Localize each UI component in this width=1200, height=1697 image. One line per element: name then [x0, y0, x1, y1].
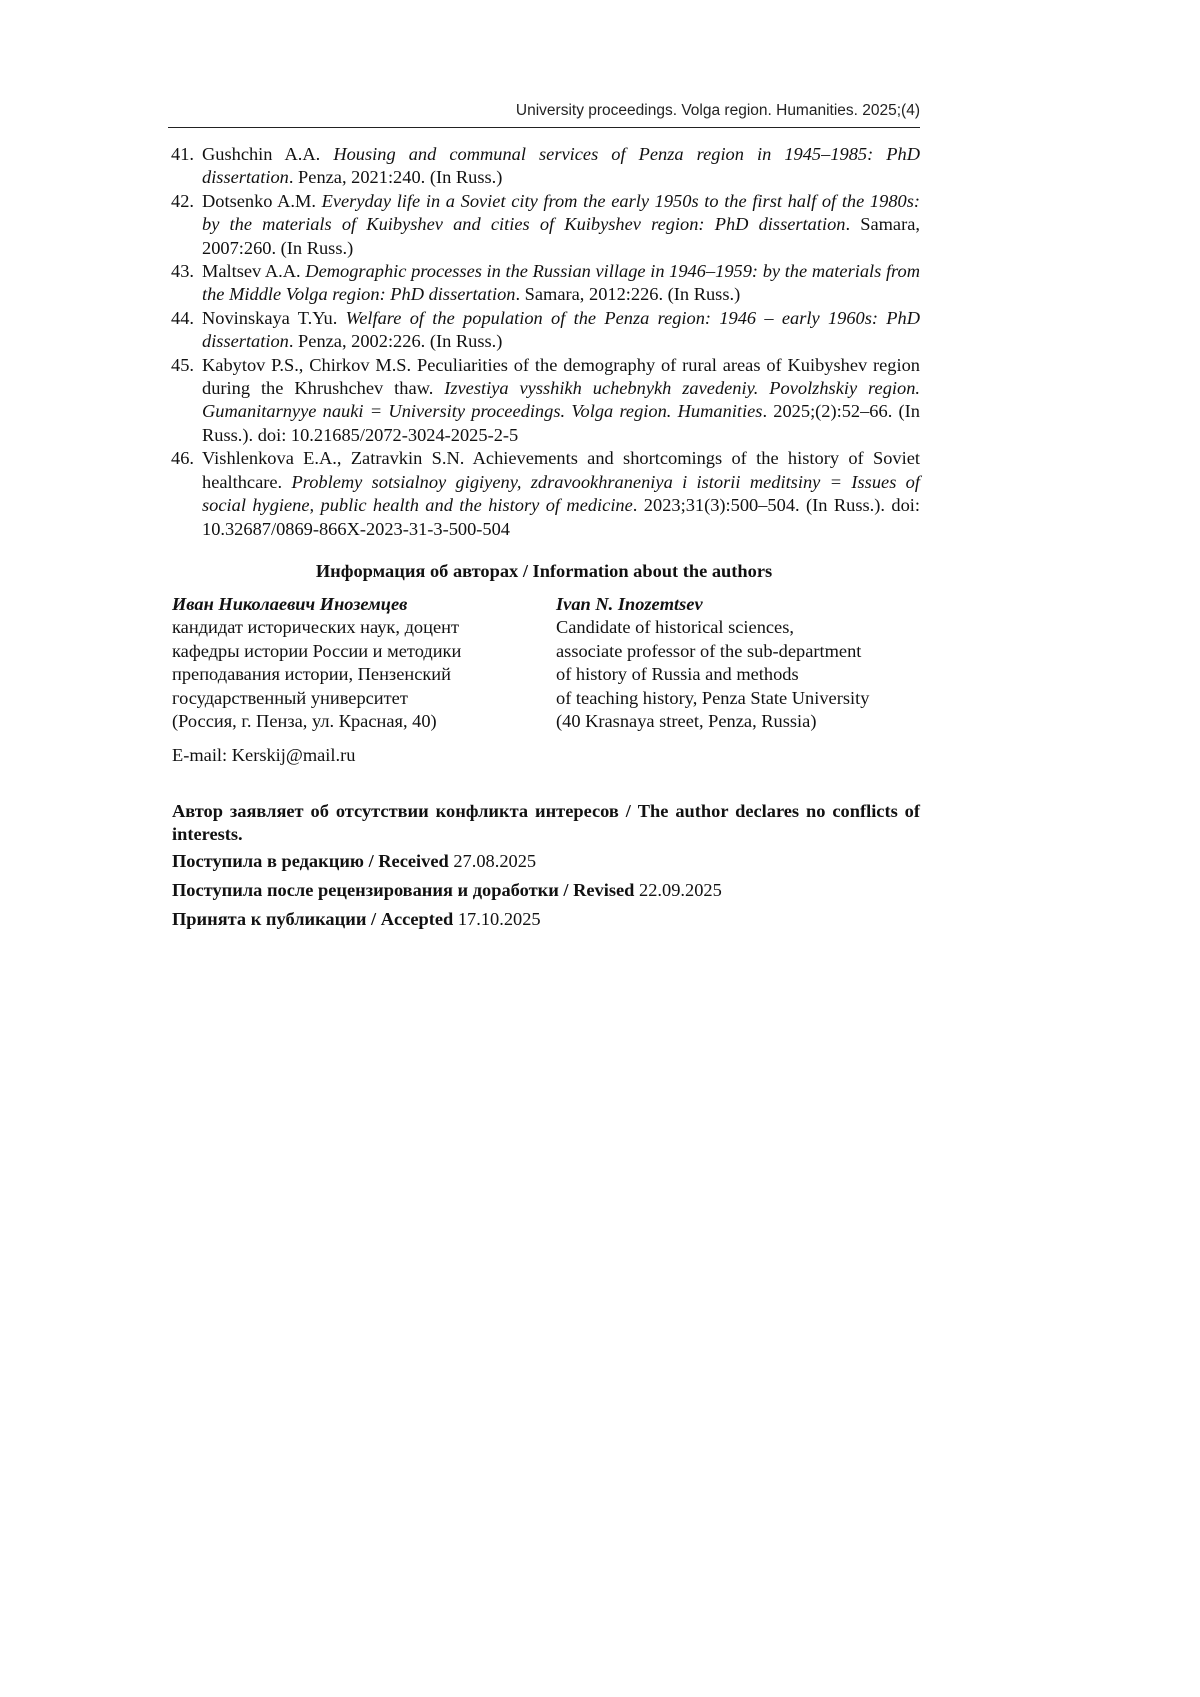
reference-text: . Samara, 2012:226. (In Russ.) — [515, 284, 741, 305]
received-value: 27.08.2025 — [453, 851, 537, 871]
received-date — [172, 851, 536, 872]
reference-number: 41. — [171, 144, 194, 164]
running-header — [168, 100, 920, 128]
revised-label: Поступила после рецензирования и доработки / Revised — [172, 880, 635, 900]
reference-list — [168, 143, 920, 541]
reference-text: Gushchin A.A. — [202, 144, 334, 164]
reference-title: Izvestiya vysshikh uchebnykh zavedeniy. Povolzhskiy region. Gumanitarnyye nauki = University proceedings. Volga region. Humanities — [202, 378, 920, 422]
reference-title: Housing and communal services of Penza region in 1945–1985: PhD dissertation — [202, 144, 920, 188]
reference-text: Maltsev A.A. — [202, 261, 306, 282]
reference-text: . Penza, 2021:240. (In Russ.) — [288, 167, 503, 188]
reference-number: 44. — [171, 307, 194, 328]
reference-item — [168, 143, 920, 190]
author-affiliation-line: of history of Russia and methods — [556, 664, 799, 685]
author-info-english — [556, 593, 926, 733]
reference-item — [168, 354, 920, 448]
reference-title: Problemy sotsialnoy gigiyeny, zdravookhraneniya i istorii meditsiny = Issues of social hygiene, public health and the history of medicine — [202, 471, 920, 516]
reference-title: Everyday life in a Soviet city from the early 1950s to the first half of the 1980s: by the materials of Kuibyshev and cities of Kuibyshev region: PhD dissertation — [202, 190, 920, 235]
reference-text: . 2025;(2):52–66. (In Russ.). doi: 10.21685/2072-3024-2025-2-5 — [202, 401, 920, 445]
author-affiliation-line: associate professor of the sub-department — [556, 640, 862, 661]
reference-number: 43. — [171, 261, 194, 282]
author-affiliation-line: Candidate of historical sciences, — [556, 617, 794, 638]
reference-title: Demographic processes in the Russian village in 1946–1959: by the materials from the Middle Volga region: PhD dissertation — [202, 261, 921, 305]
reference-title: Welfare of the population of the Penza region: 1946 – early 1960s: PhD dissertation — [202, 307, 920, 352]
author-affiliation-line: of teaching history, Penza State University — [556, 687, 870, 708]
received-label: Поступила в редакцию / Received — [172, 851, 449, 871]
accepted-label: Принята к публикации / Accepted — [172, 909, 454, 929]
reference-item — [168, 307, 920, 354]
reference-text: Kabytov P.S., Chirkov M.S. Peculiarities of the demography of rural areas of Kuibyshev region during the Khrushchev thaw. — [202, 354, 920, 399]
accepted-value: 17.10.2025 — [457, 909, 541, 929]
reference-text: . 2023;31(3):500–504. (In Russ.). doi: 10.32687/0869-866X-2023-31-3-500-504 — [202, 495, 921, 539]
reference-number: 46. — [171, 448, 194, 469]
revised-value: 22.09.2025 — [639, 880, 722, 900]
reference-number: 42. — [171, 190, 194, 211]
author-email: E-mail: Kerskij@mail.ru — [172, 745, 356, 765]
reference-text: . Penza, 2002:226. (In Russ.) — [288, 331, 503, 352]
reference-text: Vishlenkova E.A., Zatravkin S.N. Achievements and shortcomings of the history of Soviet healthcare. — [202, 448, 920, 492]
journal-header-text: University proceedings. Volga region. Humanities. 2025;(4) — [515, 102, 920, 119]
author-affiliation-line: преподавания истории, Пензенский — [172, 664, 451, 685]
reference-text: . Samara, 2007:260. (In Russ.) — [202, 214, 920, 258]
authors-info-title: Информация об авторах / Information about the authors — [315, 561, 773, 581]
reference-item — [168, 447, 920, 541]
revised-date — [172, 880, 722, 901]
reference-number: 45. — [171, 354, 194, 375]
author-affiliation-line: государственный университет — [172, 687, 408, 708]
author-affiliation-line: (40 Krasnaya street, Penza, Russia) — [556, 711, 817, 732]
conflict-statement: Автор заявляет об отсутствии конфликта интересов / The author declares no conflicts of interests. — [172, 801, 920, 845]
author-name-ru: Иван Николаевич Иноземцев — [172, 594, 408, 614]
reference-item — [168, 190, 920, 260]
accepted-date — [172, 909, 541, 930]
author-affiliation-line: кафедры истории России и методики — [172, 640, 462, 661]
author-affiliation-line: (Россия, г. Пенза, ул. Красная, 40) — [172, 711, 437, 732]
author-info-russian — [172, 593, 512, 733]
author-affiliation-line: кандидат исторических наук, доцент — [172, 617, 460, 638]
reference-item — [168, 260, 920, 307]
author-name-en: Ivan N. Inozemtsev — [556, 594, 703, 614]
reference-text: Novinskaya T.Yu. — [202, 307, 346, 328]
reference-text: Dotsenko A.M. — [202, 190, 322, 211]
